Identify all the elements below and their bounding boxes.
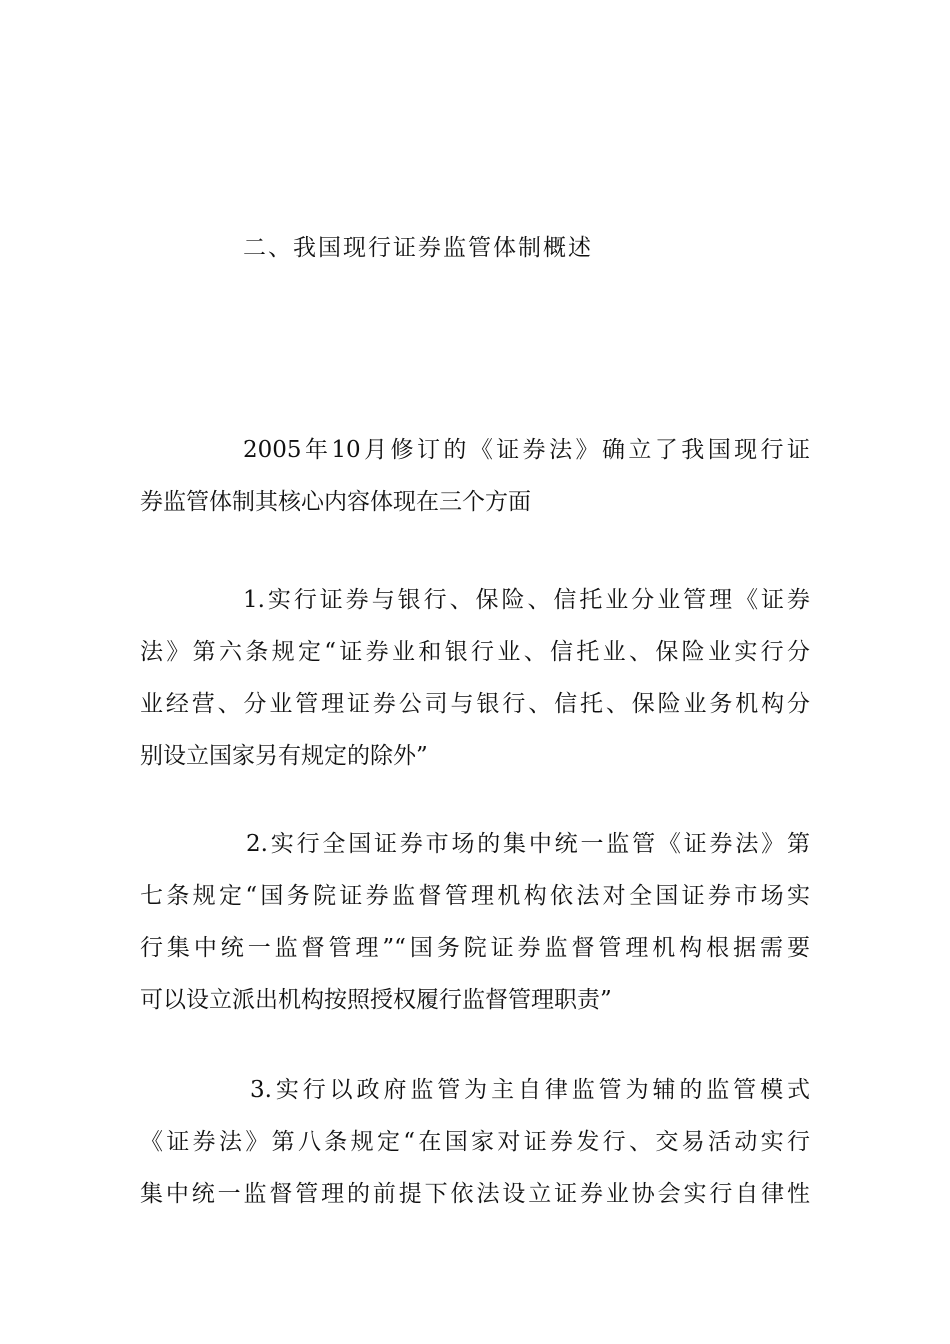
paragraph-line: 业经营、分业管理证券公司与银行、信托、保险业务机构分	[140, 691, 810, 717]
paragraph-line: 行集中统一监督管理”“国务院证券监督管理机构根据需要	[140, 935, 810, 961]
paragraph-line: 2005年10月修订的《证券法》确立了我国现行证	[243, 437, 810, 463]
paragraph-item-3	[140, 1064, 810, 1220]
paragraph-line: 《证券法》第八条规定“在国家对证券发行、交易活动实行	[140, 1129, 810, 1155]
paragraph-item-1	[140, 574, 810, 782]
paragraph-line: 法》第六条规定“证券业和银行业、信托业、保险业实行分	[140, 639, 810, 665]
paragraph-item-2	[140, 818, 810, 1026]
paragraph-line: 2.实行全国证券市场的集中统一监管《证券法》第	[246, 831, 810, 857]
section-heading: 二、我国现行证券监管体制概述	[243, 235, 593, 261]
paragraph-line: 别设立国家另有规定的除外”	[140, 743, 428, 769]
paragraph-line: 券监管体制其核心内容体现在三个方面	[140, 489, 531, 515]
paragraph-line: 3.实行以政府监管为主自律监管为辅的监管模式	[250, 1077, 810, 1103]
paragraph-line: 可以设立派出机构按照授权履行监督管理职责”	[140, 987, 612, 1013]
paragraph-intro	[140, 424, 810, 528]
paragraph-line: 七条规定“国务院证券监督管理机构依法对全国证券市场实	[140, 883, 810, 909]
paragraph-line: 集中统一监督管理的前提下依法设立证券业协会实行自律性	[140, 1181, 810, 1207]
paragraph-line: 1.实行证券与银行、保险、信托业分业管理《证券	[243, 587, 810, 613]
